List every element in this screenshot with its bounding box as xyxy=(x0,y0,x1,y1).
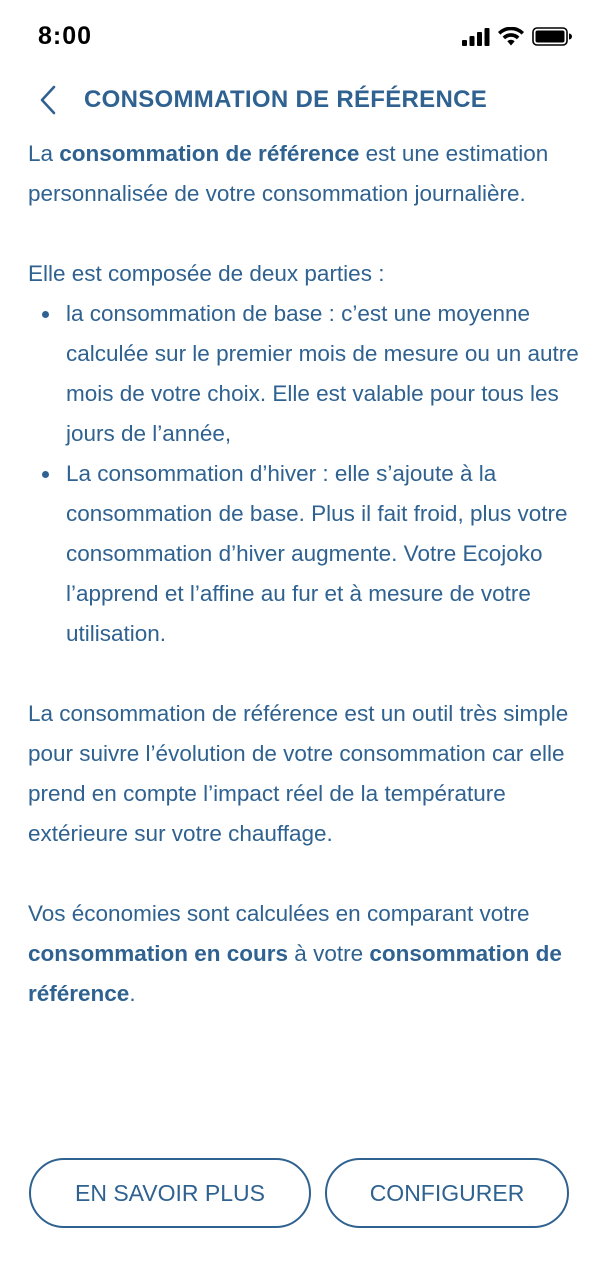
page-title: CONSOMMATION DE RÉFÉRENCE xyxy=(84,86,488,113)
chevron-left-icon xyxy=(38,84,58,121)
savings-text-start: Vos économies sont calculées en comparant votre xyxy=(28,901,530,926)
savings-text-end: . xyxy=(129,981,136,1006)
savings-text-middle: à votre xyxy=(288,941,370,966)
cellular-signal-icon xyxy=(462,28,490,51)
savings-bold-current: consommation en cours xyxy=(28,941,289,966)
tool-paragraph: La consommation de référence est un outil très simple pour suivre l’évolution de votre consommation car elle prend en compte l’impact réel de la température extérieure sur votre chauffage. xyxy=(28,701,569,846)
savings-bold-reference: consommation de référence xyxy=(28,941,562,1006)
battery-icon xyxy=(532,27,572,51)
wifi-icon xyxy=(498,27,524,51)
header xyxy=(0,74,600,130)
intro-paragraph xyxy=(28,134,583,214)
bullet-list xyxy=(28,294,583,654)
status-time: 8:00 xyxy=(38,22,93,50)
intro-text-end: est une estimation personnalisée de votre consommation journalière. xyxy=(28,141,549,206)
learn-more-button[interactable]: EN SAVOIR PLUS xyxy=(29,1158,311,1228)
status-icons xyxy=(462,27,572,51)
bullet-item-base: la consommation de base : c’est une moyenne calculée sur le premier mois de mesure ou un autre mois de votre choix. Elle est valable pour tous les jours de l’année, xyxy=(28,294,583,454)
configure-button[interactable]: CONFIGURER xyxy=(325,1158,569,1228)
bullet-item-winter: La consommation d’hiver : elle s’ajoute à la consommation de base. Plus il fait froid, plus votre consommation d’hiver augmente. Votre Ecojoko l’apprend et l’affine au fur et à mesure de votre utilisation. xyxy=(28,454,583,654)
savings-paragraph xyxy=(28,894,583,1014)
content xyxy=(28,134,583,1014)
back-button[interactable] xyxy=(28,82,68,122)
intro-bold-term: consommation de référence xyxy=(59,141,360,166)
parts-intro: Elle est composée de deux parties : xyxy=(28,261,385,286)
intro-text-start: La xyxy=(28,141,60,166)
status-bar xyxy=(0,0,600,80)
